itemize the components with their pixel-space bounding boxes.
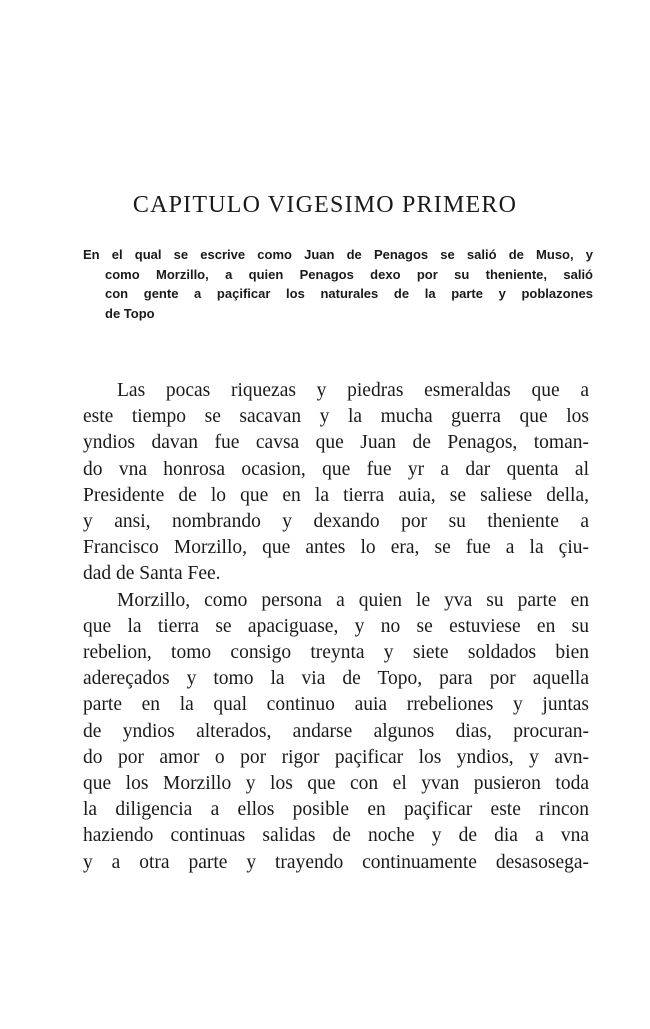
text-line: rebelion, tomo consigo treynta y siete soldados bien — [83, 642, 589, 664]
text-line: Morzillo, como persona a quien le yva su parte en — [117, 589, 589, 611]
text-line: Las pocas riquezas y piedras esmeraldas que a — [117, 380, 589, 401]
text-line: este tiempo se sacavan y la mucha guerra que los — [83, 406, 589, 428]
paragraph-1 — [83, 378, 589, 588]
text-line: y a otra parte y trayendo continuamente desasosega- — [83, 851, 589, 873]
chapter-summary — [83, 245, 593, 323]
text-line: parte en la qual continuo auia rrebeliones y juntas — [83, 694, 589, 716]
text-line: Francisco Morzillo, que antes lo era, se fue a la çiu- — [83, 537, 589, 559]
text-line: do vna honrosa ocasion, que fue yr a dar quenta al — [83, 458, 589, 480]
text-line: de yndios alterados, andarse algunos dias, procuran- — [83, 720, 589, 742]
summary-line: de Topo — [105, 305, 155, 321]
text-line: que la tierra se apaciguase, y no se estuviese en su — [83, 615, 589, 637]
chapter-title: CAPITULO VIGESIMO PRIMERO — [132, 192, 518, 218]
paragraph-2 — [83, 588, 589, 876]
text-line: yndios davan fue cavsa que Juan de Penagos, toman- — [83, 432, 589, 454]
summary-line: como Morzillo, a quien Penagos dexo por su theniente, salió — [105, 266, 593, 282]
text-line: dad de Santa Fee. — [83, 563, 221, 585]
summary-line: con gente a paçificar los naturales de la parte y poblazones — [105, 286, 593, 301]
summary-line: En el qual se escrive como Juan de Penagos se salió de Muso, y — [83, 247, 593, 262]
text-line: Presidente de lo que en la tierra auia, se saliese della, — [83, 484, 589, 506]
text-line: la diligencia a ellos posible en paçificar este rincon — [83, 799, 589, 821]
text-line: y ansi, nombrando y dexando por su theniente a — [83, 511, 589, 533]
text-line: que los Morzillo y los que con el yvan pusieron toda — [83, 773, 589, 795]
text-line: haziendo continuas salidas de noche y de dia a vna — [83, 825, 589, 847]
text-line: adereçados y tomo la via de Topo, para por aquella — [83, 668, 589, 690]
body-text — [83, 378, 589, 876]
text-line: do por amor o por rigor paçificar los yndios, y avn- — [83, 746, 589, 768]
